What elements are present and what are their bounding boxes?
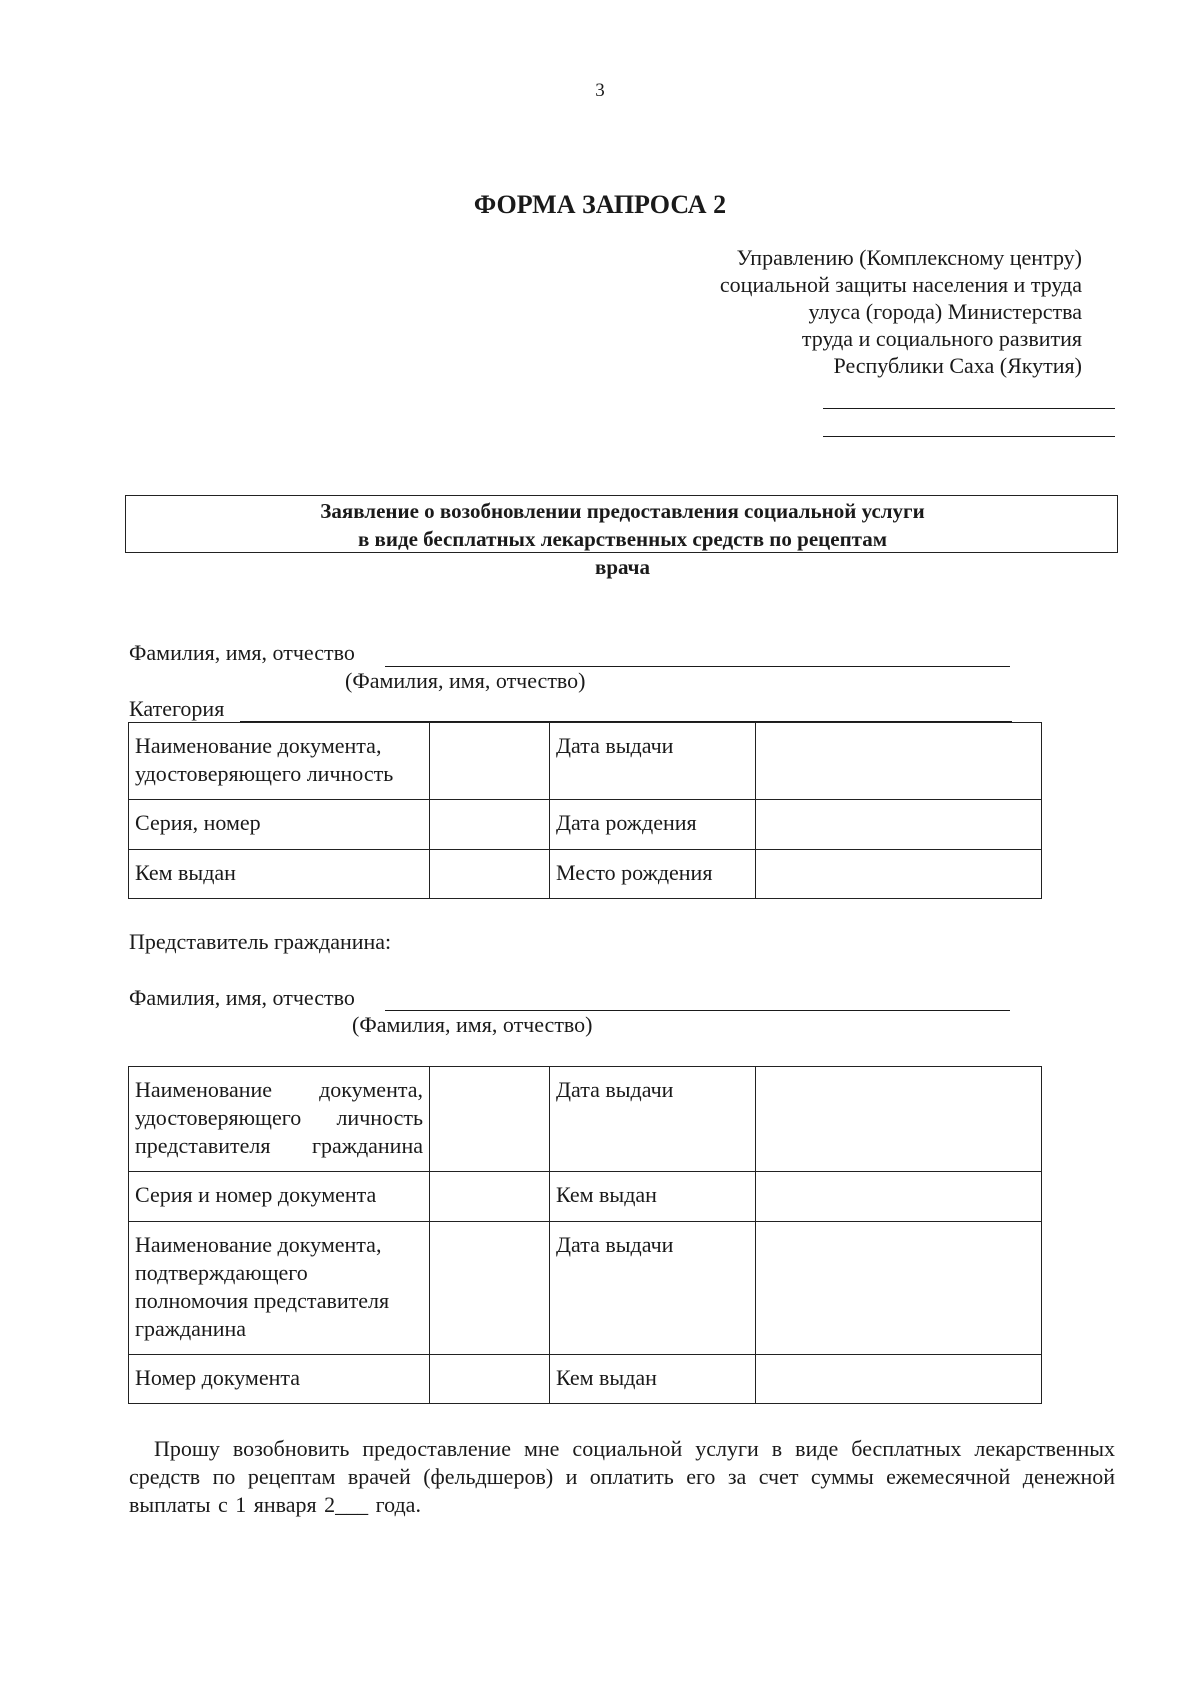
representative-heading: Представитель гражданина: (129, 929, 392, 954)
table-cell: Наименование документа, удостоверяющего личность (129, 723, 430, 800)
application-title (125, 497, 1120, 581)
table-cell: Дата рождения (550, 800, 756, 850)
table-cell-input[interactable] (756, 1355, 1042, 1404)
citizen-document-table (128, 722, 1042, 899)
table-cell: Наименование документа, удостоверяющего личность представителя гражданина (129, 1067, 430, 1172)
table-cell: Место рождения (550, 850, 756, 899)
table-row (129, 1172, 1042, 1222)
table-cell-input[interactable] (756, 1067, 1042, 1172)
application-title-line: врача (594, 555, 651, 579)
form-title: ФОРМА ЗАПРОСА 2 (473, 190, 727, 219)
table-row (129, 1222, 1042, 1355)
table-row (129, 723, 1042, 800)
table-cell: Дата выдачи (550, 723, 756, 800)
table-cell-input[interactable] (756, 1222, 1042, 1355)
request-paragraph: Прошу возобновить предоставление мне социальной услуги в виде бесплатных лекарственных средств по рецептам врачей (фельдшеров) и оплатить его за счет суммы ежемесячной денежной выплаты с 1 января 2___ года. (129, 1436, 1115, 1517)
representative-document-table (128, 1066, 1042, 1404)
addressee-line: Республики Саха (Якутия) (833, 353, 1082, 378)
table-cell-input[interactable] (430, 723, 550, 800)
table-cell: Наименование документа, подтверждающего полномочия представителя гражданина (129, 1222, 430, 1355)
table-cell: Кем выдан (550, 1172, 756, 1222)
table-cell: Кем выдан (550, 1355, 756, 1404)
table-cell: Дата выдачи (550, 1067, 756, 1172)
page-number: 3 (595, 80, 605, 101)
table-cell: Кем выдан (129, 850, 430, 899)
table-cell-input[interactable] (756, 850, 1042, 899)
table-cell: Номер документа (129, 1355, 430, 1404)
table-cell-input[interactable] (430, 1222, 550, 1355)
addressee-line: Управлению (Комплексному центру) (736, 245, 1082, 270)
table-cell-input[interactable] (430, 1067, 550, 1172)
table-row (129, 1067, 1042, 1172)
representative-fio-field[interactable] (385, 1010, 1010, 1011)
addressee-line: социальной защиты населения и труда (719, 272, 1082, 297)
addressee-blank-line-2[interactable] (823, 436, 1115, 437)
citizen-fio-label: Фамилия, имя, отчество (129, 640, 355, 665)
citizen-fio-hint: (Фамилия, имя, отчество) (345, 668, 586, 693)
addressee-line: труда и социального развития (801, 326, 1082, 351)
citizen-category-label: Категория (129, 696, 225, 721)
table-cell: Серия и номер документа (129, 1172, 430, 1222)
table-cell-input[interactable] (756, 1172, 1042, 1222)
table-cell-input[interactable] (430, 800, 550, 850)
citizen-fio-field[interactable] (385, 666, 1010, 667)
table-cell-input[interactable] (430, 850, 550, 899)
representative-fio-label: Фамилия, имя, отчество (129, 985, 355, 1010)
table-cell-input[interactable] (430, 1355, 550, 1404)
table-cell: Дата выдачи (550, 1222, 756, 1355)
addressee-line: улуса (города) Министерства (808, 299, 1082, 324)
table-cell-input[interactable] (430, 1172, 550, 1222)
addressee-block (720, 244, 1082, 379)
application-title-line: Заявление о возобновлении предоставления социальной услуги (320, 499, 925, 523)
table-cell: Серия, номер (129, 800, 430, 850)
table-cell-input[interactable] (756, 723, 1042, 800)
table-row (129, 850, 1042, 899)
table-row (129, 1355, 1042, 1404)
table-row (129, 800, 1042, 850)
representative-fio-hint: (Фамилия, имя, отчество) (352, 1012, 593, 1037)
table-cell-input[interactable] (756, 800, 1042, 850)
application-title-line: в виде бесплатных лекарственных средств по рецептам (357, 527, 888, 551)
addressee-blank-line-1[interactable] (823, 408, 1115, 409)
